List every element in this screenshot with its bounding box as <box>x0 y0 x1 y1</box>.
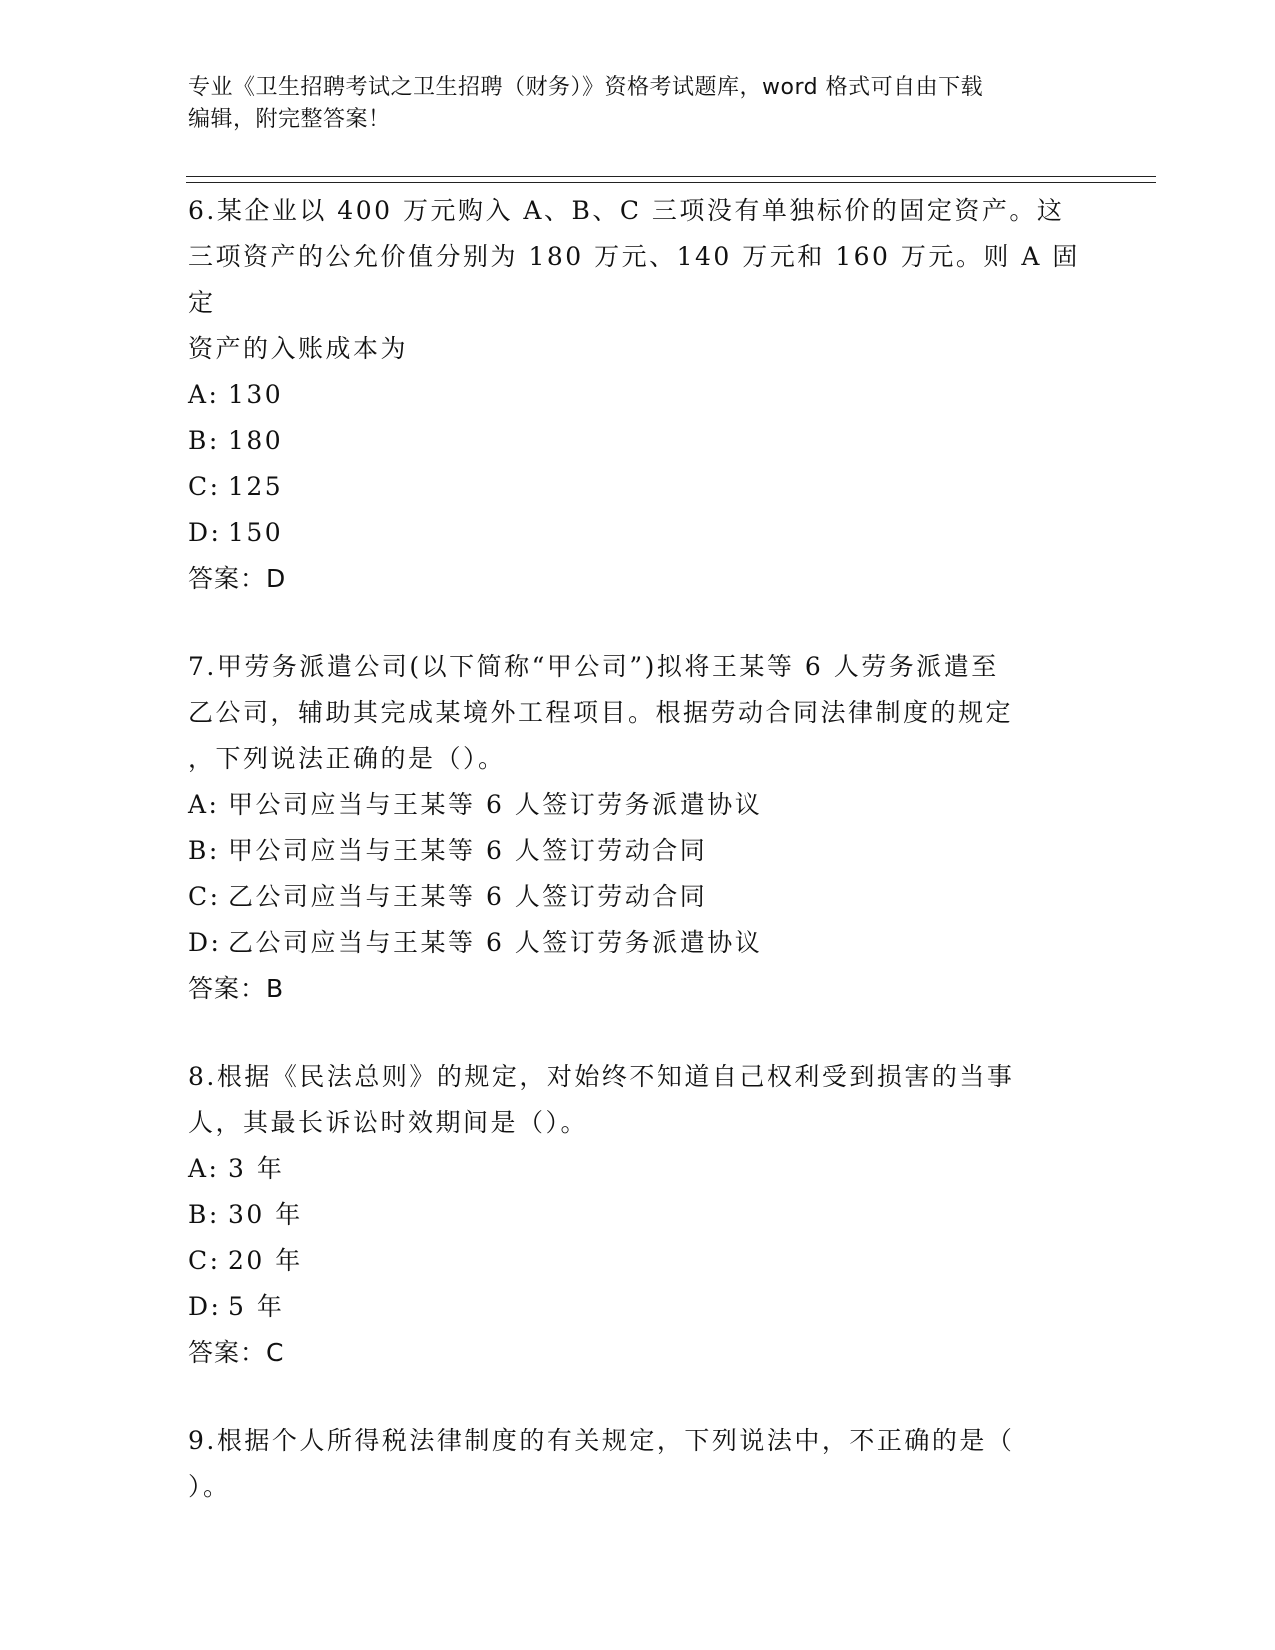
option-text: 5 年 <box>228 1292 285 1321</box>
option-text: 30 年 <box>228 1200 303 1229</box>
question-stem-line: 7.甲劳务派遣公司(以下简称“甲公司”)拟将王某等 6 人劳务派遣至 <box>188 652 999 681</box>
question-spacer <box>188 1376 1088 1418</box>
option-letter: B: <box>188 836 220 865</box>
option-text: 180 <box>228 426 284 455</box>
answer-key: 答案：C <box>188 1338 285 1367</box>
answer-option <box>188 920 1088 966</box>
answer-option <box>188 372 1088 418</box>
option-text: 甲公司应当与王某等 6 人签订劳动合同 <box>228 836 708 865</box>
question-stem-line: 8.根据《民法总则》的规定，对始终不知道自己权利受到损害的当事 <box>188 1062 1015 1091</box>
option-letter: A: <box>188 790 220 819</box>
option-letter: C: <box>188 472 221 501</box>
question-stem-line: ）。 <box>188 1472 231 1501</box>
option-letter: C: <box>188 1246 221 1275</box>
question-stem-line: 9.根据个人所得税法律制度的有关规定，下列说法中，不正确的是（ <box>188 1426 1015 1455</box>
question-stem-line: 乙公司，辅助其完成某境外工程项目。根据劳动合同法律制度的规定 <box>188 698 1014 727</box>
answer-key: 答案：B <box>188 974 285 1003</box>
question-spacer <box>188 1012 1088 1054</box>
question-stem-line: 6.某企业以 400 万元购入 A、B、C 三项没有单独标价的固定资产。这 <box>188 196 1065 225</box>
option-text: 甲公司应当与王某等 6 人签订劳务派遣协议 <box>228 790 763 819</box>
answer-option <box>188 464 1088 510</box>
option-letter: D: <box>188 928 222 957</box>
option-letter: B: <box>188 1200 220 1229</box>
answer-option <box>188 418 1088 464</box>
question-list <box>188 188 1088 1510</box>
option-letter: A: <box>188 1154 220 1183</box>
option-letter: B: <box>188 426 220 455</box>
header-line-2: 编辑，附完整答案！ <box>188 107 391 132</box>
option-text: 150 <box>228 518 284 547</box>
question-stem-line: 人，其最长诉讼时效期间是（）。 <box>188 1108 589 1137</box>
answer-option <box>188 510 1088 556</box>
option-letter: D: <box>188 518 222 547</box>
question-block <box>188 644 1088 1012</box>
question-block <box>188 1418 1088 1510</box>
answer-key: 答案：D <box>188 564 287 593</box>
option-text: 乙公司应当与王某等 6 人签订劳务派遣协议 <box>228 928 763 957</box>
question-stem-line: 资产的入账成本为 <box>188 334 409 363</box>
answer-option <box>188 782 1088 828</box>
answer-option <box>188 1146 1088 1192</box>
header-line-1: 专业《卫生招聘考试之卫生招聘（财务）》资格考试题库，word 格式可自由下载 <box>188 75 984 100</box>
option-text: 125 <box>228 472 284 501</box>
answer-option <box>188 1192 1088 1238</box>
option-letter: D: <box>188 1292 222 1321</box>
answer-option <box>188 874 1088 920</box>
option-text: 3 年 <box>228 1154 285 1183</box>
header-divider-bottom <box>186 182 1156 183</box>
question-stem-line: 三项资产的公允价值分别为 180 万元、140 万元和 160 万元。则 A 固定 <box>188 242 1080 317</box>
option-text: 130 <box>228 380 284 409</box>
answer-option <box>188 828 1088 874</box>
header-divider-top <box>186 176 1156 177</box>
question-stem-line: ，下列说法正确的是（）。 <box>188 744 506 773</box>
document-header <box>188 72 1088 136</box>
question-block <box>188 188 1088 602</box>
option-text: 乙公司应当与王某等 6 人签订劳动合同 <box>228 882 708 911</box>
option-letter: C: <box>188 882 221 911</box>
answer-option <box>188 1284 1088 1330</box>
option-letter: A: <box>188 380 220 409</box>
question-block <box>188 1054 1088 1376</box>
option-text: 20 年 <box>228 1246 303 1275</box>
question-spacer <box>188 602 1088 644</box>
answer-option <box>188 1238 1088 1284</box>
